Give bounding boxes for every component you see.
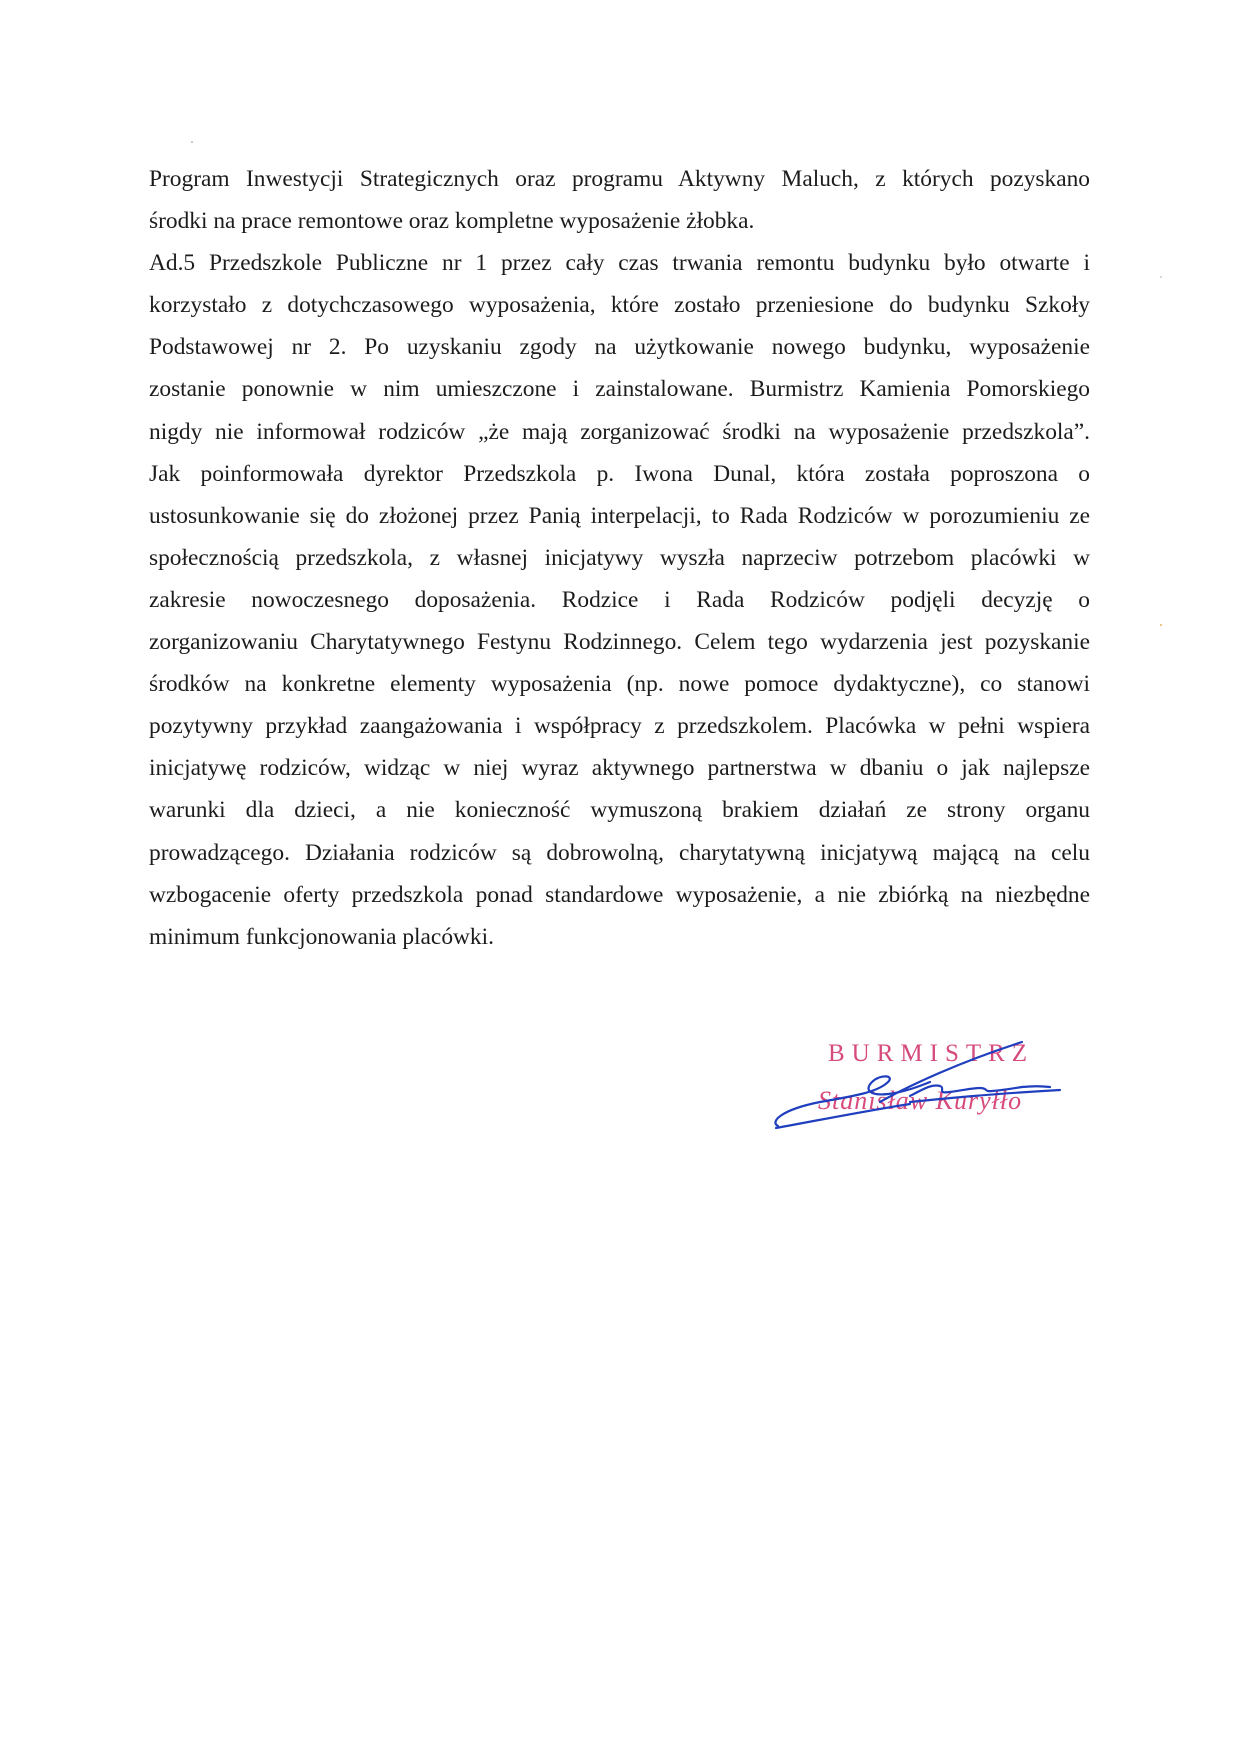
mayor-stamp xyxy=(760,1030,1080,1150)
stamp-name: Stanisław Kuryłło xyxy=(818,1086,1023,1115)
text-line: minimum funkcjonowania placówki. xyxy=(149,923,494,950)
text-line: Program Inwestycji Strategicznych oraz programu Aktywny Maluch, z których pozyskano xyxy=(149,166,1090,192)
text-line: zorganizowaniu Charytatywnego Festynu Rodzinnego. Celem tego wydarzenia jest pozyskanie xyxy=(149,629,1090,656)
text-line: Ad.5 Przedszkole Publiczne nr 1 przez cały czas trwania remontu budynku było otwarte i xyxy=(149,250,1090,277)
text-line: społecznością przedszkola, z własnej inicjatywy wyszła naprzeciw potrzebom placówki w xyxy=(149,544,1090,571)
stamp-title: BURMISTRZ xyxy=(828,1040,1035,1067)
text-line: ustosunkowanie się do złożonej przez Panią interpelacji, to Rada Rodziców w porozumieniu ze xyxy=(149,502,1090,529)
text-line: inicjatywę rodziców, widząc w niej wyraz aktywnego partnerstwa w dbaniu o jak najlepsze xyxy=(149,755,1090,782)
text-line: pozytywny przykład zaangażowania i współpracy z przedszkolem. Placówka w pełni wspiera xyxy=(149,713,1090,740)
letter-body xyxy=(149,158,1090,958)
text-line: prowadzącego. Działania rodziców są dobrowolną, charytatywną inicjatywą mającą na celu xyxy=(149,839,1090,866)
text-line: korzystało z dotychczasowego wyposażenia, które zostało przeniesione do budynku Szkoły xyxy=(149,292,1090,319)
scan-speck xyxy=(1160,624,1162,626)
text-line: środków na konkretne elementy wyposażenia (np. nowe pomoce dydaktyczne), co stanowi xyxy=(149,671,1090,698)
scan-speck xyxy=(1160,276,1162,278)
scan-speck xyxy=(191,141,193,143)
text-line: Podstawowej nr 2. Po uzyskaniu zgody na użytkowanie nowego budynku, wyposażenie xyxy=(149,334,1090,361)
text-line: Jak poinformowała dyrektor Przedszkola p. Iwona Dunal, która została poproszona o xyxy=(149,460,1090,487)
text-line: warunki dla dzieci, a nie konieczność wymuszoną brakiem działań ze strony organu xyxy=(149,797,1090,824)
text-line: zakresie nowoczesnego doposażenia. Rodzice i Rada Rodziców podjęli decyzję o xyxy=(149,586,1090,613)
text-line: wzbogacenie oferty przedszkola ponad standardowe wyposażenie, a nie zbiórką na niezbędne xyxy=(149,881,1090,908)
handwritten-signature-icon xyxy=(760,1030,1080,1150)
text-line: zostanie ponownie w nim umieszczone i zainstalowane. Burmistrz Kamienia Pomorskiego xyxy=(149,376,1090,403)
text-line: nigdy nie informował rodziców „że mają zorganizować środki na wyposażenie przedszkola”. xyxy=(149,418,1090,445)
text-line: środki na prace remontowe oraz kompletne wyposażenie żłobka. xyxy=(149,208,755,235)
